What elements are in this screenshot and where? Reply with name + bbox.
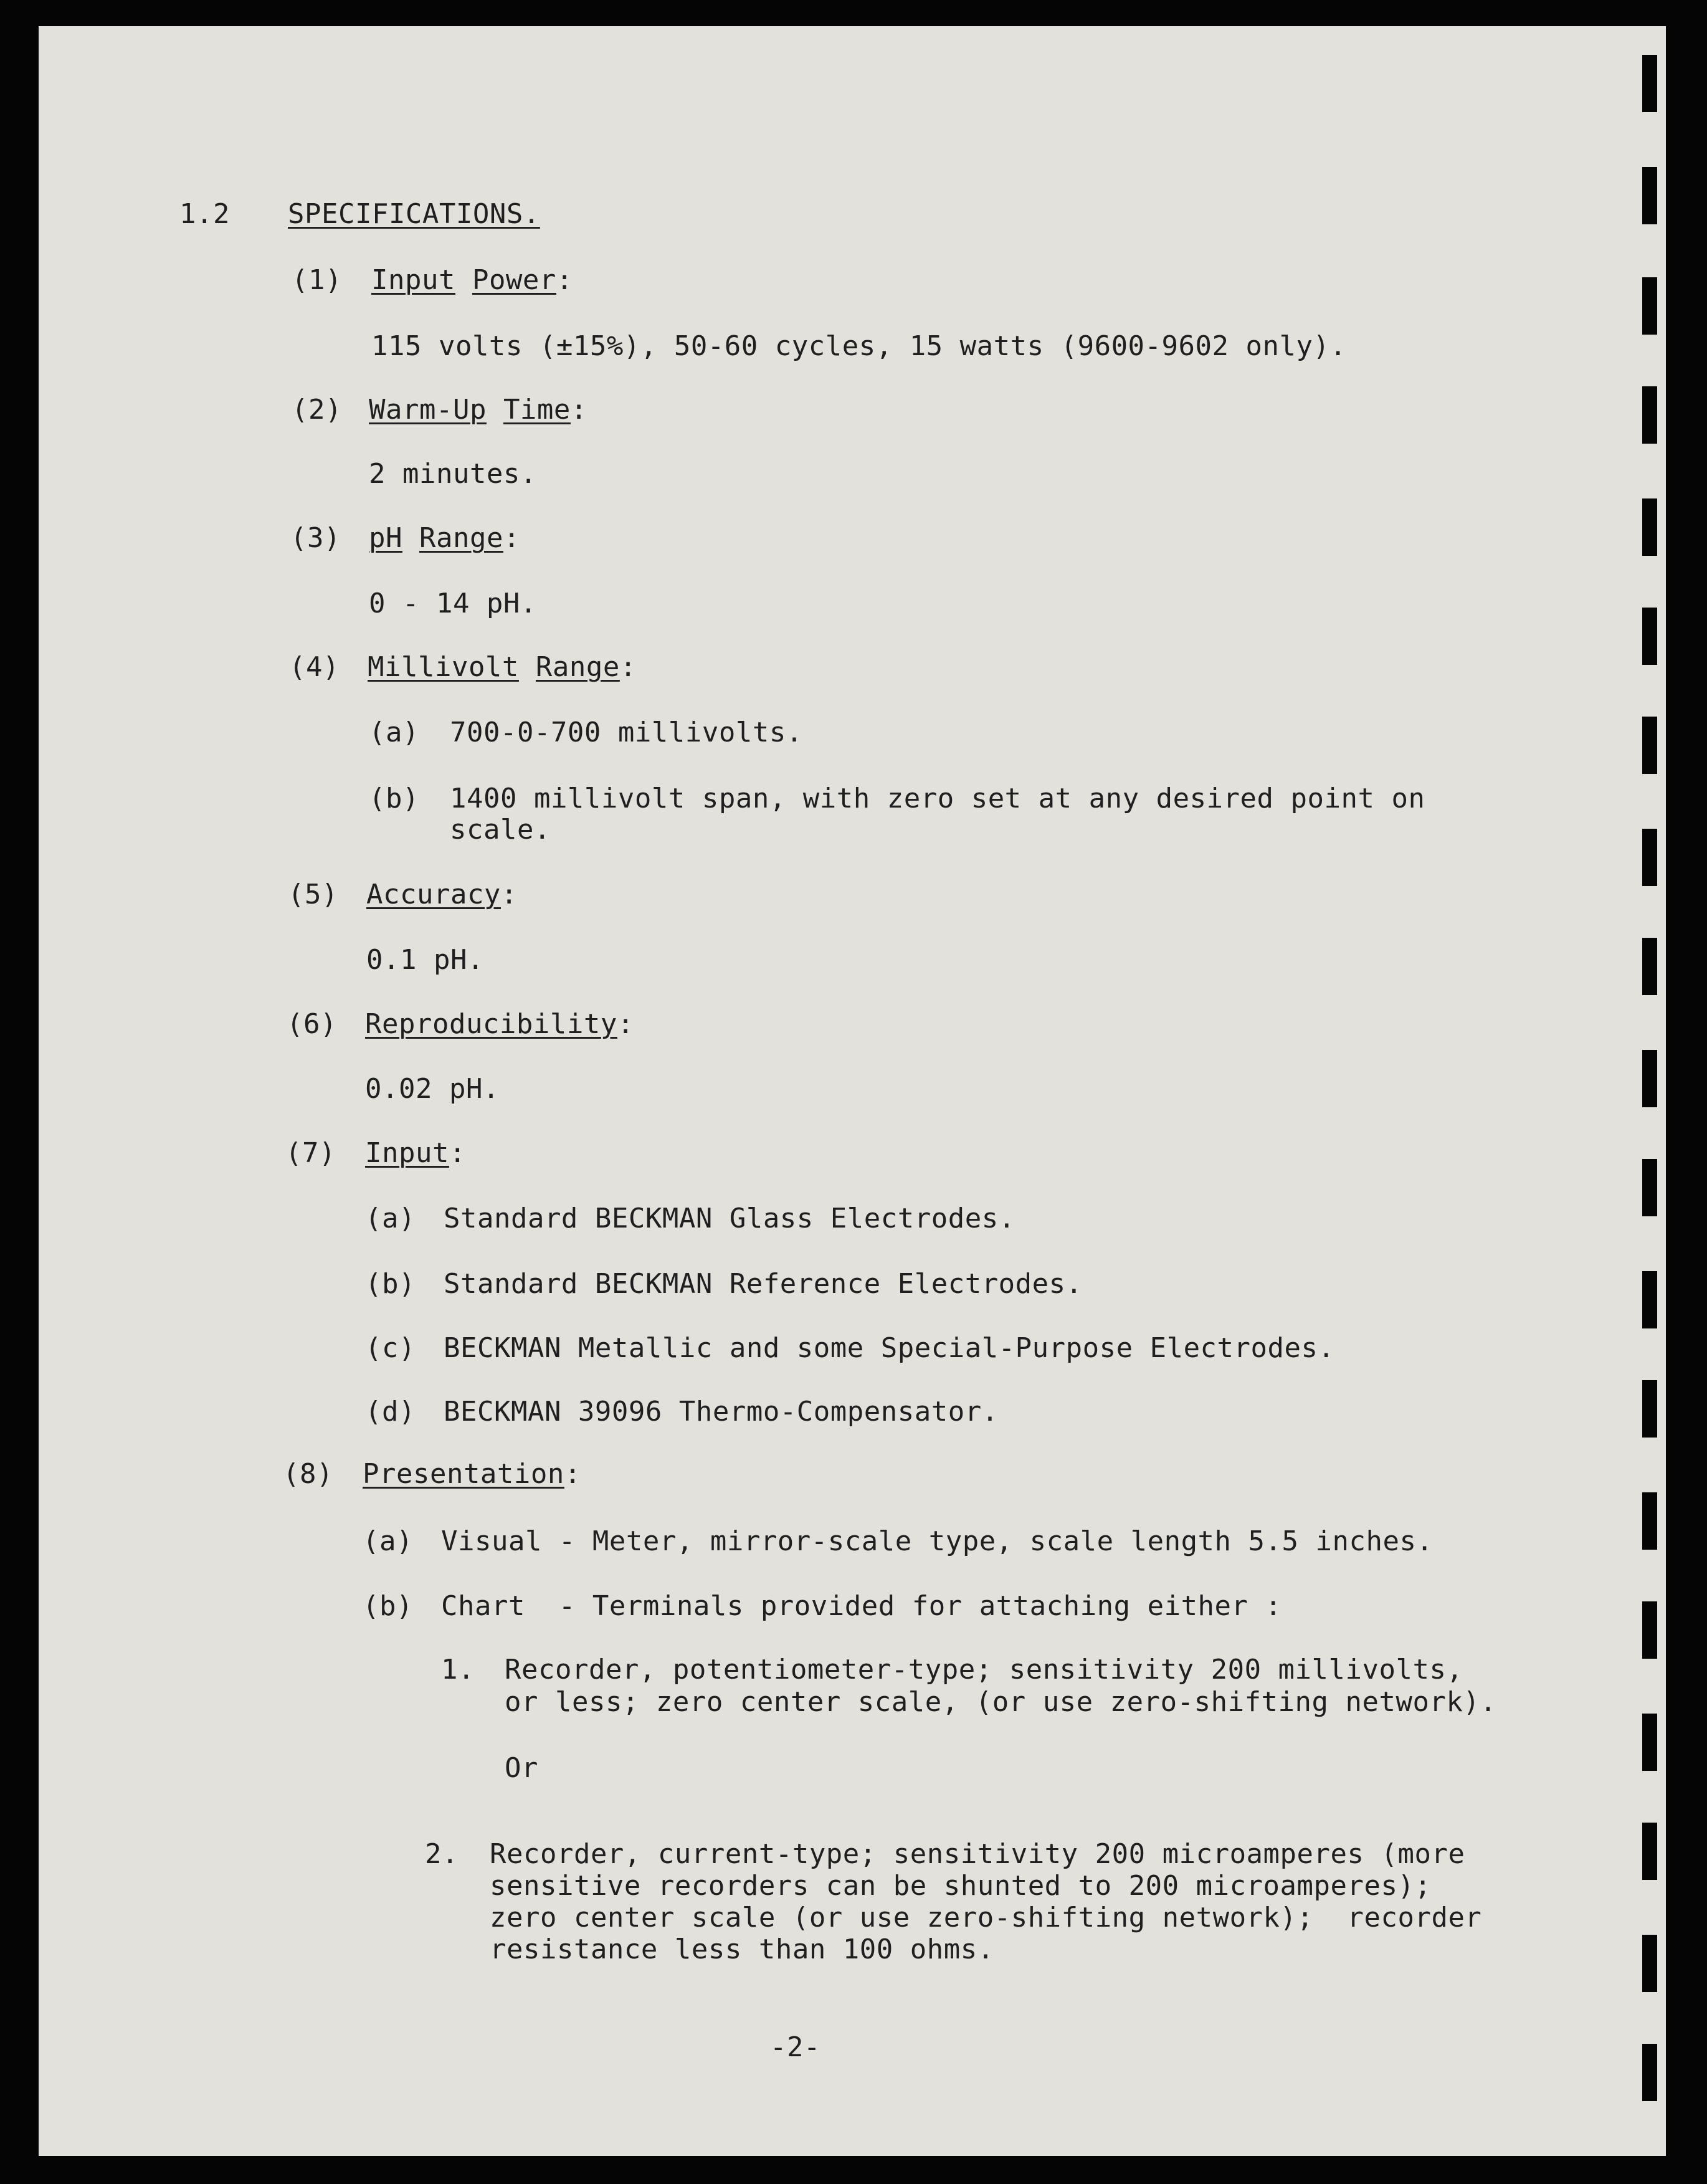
item-label: (a) — [363, 1525, 413, 1557]
binding-mark — [1642, 1492, 1657, 1550]
binding-mark — [1642, 386, 1657, 444]
option-label: 1. — [441, 1654, 475, 1686]
spec-value: 0 - 14 pH. — [369, 588, 537, 619]
binding-mark — [1642, 55, 1657, 112]
section-title: SPECIFICATIONS. — [288, 198, 540, 230]
item-label: (b) — [363, 1590, 413, 1622]
option-text: or less; zero center scale, (or use zero-shifting network). — [505, 1686, 1497, 1718]
item-label: (c) — [365, 1332, 416, 1364]
binding-mark — [1642, 608, 1657, 665]
binding-mark — [1642, 1159, 1657, 1216]
binding-mark — [1642, 167, 1657, 224]
option-text: sensitive recorders can be shunted to 200 microamperes); — [490, 1870, 1432, 1902]
binding-mark — [1642, 1823, 1657, 1880]
spec-value: 2 minutes. — [369, 458, 537, 490]
spec-heading: Millivolt Range: — [368, 651, 637, 683]
item-label: (b) — [365, 1268, 416, 1300]
binding-mark — [1642, 277, 1657, 335]
item-text: Chart - Terminals provided for attaching either : — [441, 1590, 1282, 1622]
item-label: (a) — [369, 717, 419, 748]
binding-edge — [1638, 0, 1663, 2131]
spec-heading: Accuracy: — [366, 879, 518, 910]
option-text: Recorder, current-type; sensitivity 200 microamperes (more — [490, 1838, 1465, 1870]
item-label: (b) — [369, 783, 419, 814]
spec-number: (5) — [288, 879, 338, 910]
spec-number: (8) — [283, 1458, 333, 1490]
binding-mark — [1642, 829, 1657, 886]
spec-value: 0.1 pH. — [366, 944, 484, 976]
or-text: Or — [505, 1752, 538, 1784]
binding-mark — [1642, 1935, 1657, 1992]
item-text: Standard BECKMAN Reference Electrodes. — [444, 1268, 1083, 1300]
spec-value: 115 volts (±15%), 50-60 cycles, 15 watts (9600-9602 only). — [371, 330, 1347, 362]
item-text: Standard BECKMAN Glass Electrodes. — [444, 1203, 1015, 1234]
binding-mark — [1642, 1601, 1657, 1659]
item-text: 1400 millivolt span, with zero set at any desired point on — [450, 783, 1425, 814]
spec-number: (6) — [287, 1008, 337, 1040]
binding-mark — [1642, 1271, 1657, 1328]
binding-mark — [1642, 498, 1657, 556]
binding-mark — [1642, 717, 1657, 774]
option-label: 2. — [425, 1838, 459, 1870]
spec-heading: Warm-Up Time: — [369, 394, 587, 426]
spec-number: (3) — [290, 522, 341, 554]
item-text-continued: scale. — [450, 814, 551, 846]
spec-heading: Input Power: — [371, 264, 573, 296]
binding-mark — [1642, 2044, 1657, 2101]
spec-number: (2) — [292, 394, 342, 426]
item-text: BECKMAN Metallic and some Special-Purpose Electrodes. — [444, 1332, 1335, 1364]
item-text: Visual - Meter, mirror-scale type, scale length 5.5 inches. — [441, 1525, 1434, 1557]
spec-heading: Input: — [365, 1137, 466, 1169]
option-text: resistance less than 100 ohms. — [490, 1934, 994, 1965]
item-label: (a) — [365, 1203, 416, 1234]
section-number: 1.2 — [179, 198, 230, 230]
spec-number: (4) — [289, 651, 340, 683]
spec-heading: Presentation: — [363, 1458, 581, 1490]
binding-mark — [1642, 938, 1657, 995]
page-number: -2- — [770, 2031, 820, 2063]
item-text: 700-0-700 millivolts. — [450, 717, 803, 748]
item-label: (d) — [365, 1396, 416, 1428]
option-text: zero center scale (or use zero-shifting network); recorder — [490, 1902, 1482, 1934]
spec-heading: Reproducibility: — [365, 1008, 634, 1040]
spec-number: (7) — [285, 1137, 336, 1169]
binding-mark — [1642, 1714, 1657, 1771]
spec-number: (1) — [292, 264, 342, 296]
binding-mark — [1642, 1380, 1657, 1438]
binding-mark — [1642, 1050, 1657, 1107]
spec-value: 0.02 pH. — [365, 1073, 500, 1105]
item-text: BECKMAN 39096 Thermo-Compensator. — [444, 1396, 999, 1428]
option-text: Recorder, potentiometer-type; sensitivity 200 millivolts, — [505, 1654, 1463, 1686]
spec-heading: pH Range: — [369, 522, 520, 554]
